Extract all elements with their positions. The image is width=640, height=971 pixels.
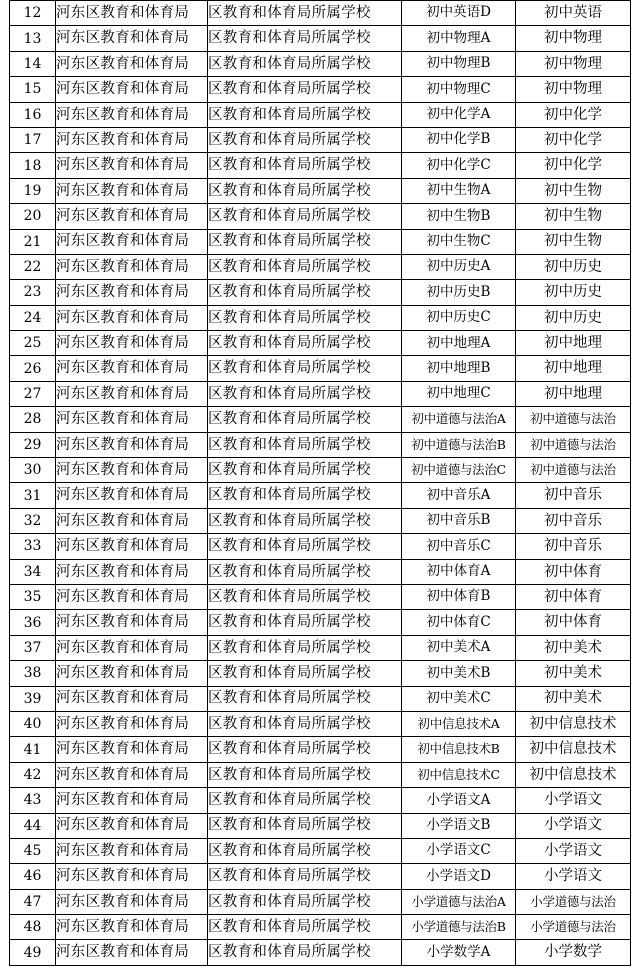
position-cell: 小学语文C	[402, 838, 516, 863]
department-cell: 河东区教育和体育局	[56, 686, 208, 711]
subject-cell: 初中道德与法治	[516, 458, 631, 483]
row-number-cell: 28	[10, 407, 56, 432]
unit-cell: 区教育和体育局所属学校	[208, 331, 402, 356]
unit-cell: 区教育和体育局所属学校	[208, 254, 402, 279]
row-number-cell: 26	[10, 356, 56, 381]
position-cell: 初中美术C	[402, 686, 516, 711]
department-cell: 河东区教育和体育局	[56, 864, 208, 889]
position-cell: 小学道德与法治B	[402, 915, 516, 940]
position-cell: 初中体育A	[402, 559, 516, 584]
table-row	[10, 534, 631, 559]
position-cell: 初中音乐A	[402, 483, 516, 508]
department-cell: 河东区教育和体育局	[56, 254, 208, 279]
table-row	[10, 635, 631, 660]
position-cell: 初中化学A	[402, 102, 516, 127]
subject-cell: 初中信息技术	[516, 762, 631, 787]
table-row	[10, 559, 631, 584]
department-cell: 河东区教育和体育局	[56, 788, 208, 813]
department-cell: 河东区教育和体育局	[56, 102, 208, 127]
row-number-cell: 42	[10, 762, 56, 787]
subject-cell: 初中地理	[516, 381, 631, 406]
unit-cell: 区教育和体育局所属学校	[208, 813, 402, 838]
unit-cell: 区教育和体育局所属学校	[208, 381, 402, 406]
unit-cell: 区教育和体育局所属学校	[208, 153, 402, 178]
department-cell: 河东区教育和体育局	[56, 534, 208, 559]
department-cell: 河东区教育和体育局	[56, 407, 208, 432]
position-cell: 小学数学A	[402, 940, 516, 965]
subject-cell: 初中历史	[516, 305, 631, 330]
subject-cell: 初中美术	[516, 661, 631, 686]
unit-cell: 区教育和体育局所属学校	[208, 610, 402, 635]
department-cell: 河东区教育和体育局	[56, 356, 208, 381]
unit-cell: 区教育和体育局所属学校	[208, 26, 402, 51]
table-row	[10, 584, 631, 609]
department-cell: 河东区教育和体育局	[56, 508, 208, 533]
unit-cell: 区教育和体育局所属学校	[208, 788, 402, 813]
unit-cell: 区教育和体育局所属学校	[208, 686, 402, 711]
position-cell: 初中地理A	[402, 331, 516, 356]
position-cell: 初中物理C	[402, 77, 516, 102]
table-row	[10, 686, 631, 711]
department-cell: 河东区教育和体育局	[56, 737, 208, 762]
table-row	[10, 127, 631, 152]
row-number-cell: 27	[10, 381, 56, 406]
subject-cell: 初中音乐	[516, 483, 631, 508]
table-row	[10, 458, 631, 483]
position-cell: 初中地理C	[402, 381, 516, 406]
table-body	[10, 1, 631, 966]
department-cell: 河东区教育和体育局	[56, 331, 208, 356]
position-cell: 小学语文B	[402, 813, 516, 838]
table-row	[10, 889, 631, 914]
unit-cell: 区教育和体育局所属学校	[208, 584, 402, 609]
row-number-cell: 47	[10, 889, 56, 914]
department-cell: 河东区教育和体育局	[56, 584, 208, 609]
row-number-cell: 15	[10, 77, 56, 102]
row-number-cell: 38	[10, 661, 56, 686]
unit-cell: 区教育和体育局所属学校	[208, 356, 402, 381]
table-row	[10, 51, 631, 76]
department-cell: 河东区教育和体育局	[56, 661, 208, 686]
table-row	[10, 254, 631, 279]
department-cell: 河东区教育和体育局	[56, 178, 208, 203]
row-number-cell: 13	[10, 26, 56, 51]
subject-cell: 小学语文	[516, 838, 631, 863]
subject-cell: 初中生物	[516, 178, 631, 203]
subject-cell: 小学语文	[516, 813, 631, 838]
row-number-cell: 23	[10, 280, 56, 305]
department-cell: 河东区教育和体育局	[56, 229, 208, 254]
position-cell: 初中道德与法治A	[402, 407, 516, 432]
unit-cell: 区教育和体育局所属学校	[208, 508, 402, 533]
unit-cell: 区教育和体育局所属学校	[208, 77, 402, 102]
table-row	[10, 407, 631, 432]
table-row	[10, 762, 631, 787]
table-row	[10, 508, 631, 533]
subject-cell: 初中道德与法治	[516, 407, 631, 432]
row-number-cell: 30	[10, 458, 56, 483]
department-cell: 河东区教育和体育局	[56, 889, 208, 914]
subject-cell: 初中物理	[516, 77, 631, 102]
unit-cell: 区教育和体育局所属学校	[208, 711, 402, 736]
position-cell: 初中体育C	[402, 610, 516, 635]
unit-cell: 区教育和体育局所属学校	[208, 559, 402, 584]
department-cell: 河东区教育和体育局	[56, 127, 208, 152]
subject-cell: 初中体育	[516, 610, 631, 635]
position-cell: 初中物理B	[402, 51, 516, 76]
subject-cell: 初中体育	[516, 584, 631, 609]
department-cell: 河东区教育和体育局	[56, 838, 208, 863]
unit-cell: 区教育和体育局所属学校	[208, 407, 402, 432]
unit-cell: 区教育和体育局所属学校	[208, 432, 402, 457]
subject-cell: 初中地理	[516, 356, 631, 381]
subject-cell: 小学道德与法治	[516, 915, 631, 940]
table-row	[10, 432, 631, 457]
subject-cell: 小学语文	[516, 864, 631, 889]
table-row	[10, 661, 631, 686]
row-number-cell: 16	[10, 102, 56, 127]
department-cell: 河东区教育和体育局	[56, 153, 208, 178]
subject-cell: 小学数学	[516, 940, 631, 965]
table-row	[10, 204, 631, 229]
table-row	[10, 381, 631, 406]
table-row	[10, 1, 631, 26]
department-cell: 河东区教育和体育局	[56, 1, 208, 26]
position-cell: 初中化学C	[402, 153, 516, 178]
unit-cell: 区教育和体育局所属学校	[208, 178, 402, 203]
department-cell: 河东区教育和体育局	[56, 483, 208, 508]
position-cell: 初中信息技术C	[402, 762, 516, 787]
position-cell: 初中信息技术A	[402, 711, 516, 736]
table-row	[10, 102, 631, 127]
unit-cell: 区教育和体育局所属学校	[208, 305, 402, 330]
unit-cell: 区教育和体育局所属学校	[208, 889, 402, 914]
row-number-cell: 18	[10, 153, 56, 178]
department-cell: 河东区教育和体育局	[56, 381, 208, 406]
department-cell: 河东区教育和体育局	[56, 204, 208, 229]
row-number-cell: 36	[10, 610, 56, 635]
row-number-cell: 44	[10, 813, 56, 838]
unit-cell: 区教育和体育局所属学校	[208, 864, 402, 889]
row-number-cell: 39	[10, 686, 56, 711]
table-row	[10, 77, 631, 102]
row-number-cell: 17	[10, 127, 56, 152]
department-cell: 河东区教育和体育局	[56, 77, 208, 102]
position-cell: 初中历史C	[402, 305, 516, 330]
subject-cell: 初中物理	[516, 51, 631, 76]
position-cell: 初中历史A	[402, 254, 516, 279]
row-number-cell: 37	[10, 635, 56, 660]
row-number-cell: 29	[10, 432, 56, 457]
row-number-cell: 25	[10, 331, 56, 356]
table-row	[10, 229, 631, 254]
row-number-cell: 20	[10, 204, 56, 229]
unit-cell: 区教育和体育局所属学校	[208, 737, 402, 762]
position-cell: 初中道德与法治B	[402, 432, 516, 457]
position-cell: 初中信息技术B	[402, 737, 516, 762]
row-number-cell: 40	[10, 711, 56, 736]
department-cell: 河东区教育和体育局	[56, 51, 208, 76]
position-cell: 初中化学B	[402, 127, 516, 152]
subject-cell: 初中生物	[516, 204, 631, 229]
row-number-cell: 49	[10, 940, 56, 965]
position-cell: 初中音乐B	[402, 508, 516, 533]
row-number-cell: 46	[10, 864, 56, 889]
table-row	[10, 915, 631, 940]
table-row	[10, 940, 631, 965]
department-cell: 河东区教育和体育局	[56, 305, 208, 330]
unit-cell: 区教育和体育局所属学校	[208, 127, 402, 152]
subject-cell: 初中音乐	[516, 508, 631, 533]
subject-cell: 初中历史	[516, 254, 631, 279]
subject-cell: 初中化学	[516, 102, 631, 127]
unit-cell: 区教育和体育局所属学校	[208, 204, 402, 229]
row-number-cell: 43	[10, 788, 56, 813]
row-number-cell: 35	[10, 584, 56, 609]
unit-cell: 区教育和体育局所属学校	[208, 915, 402, 940]
table-row	[10, 864, 631, 889]
table-row	[10, 356, 631, 381]
subject-cell: 小学道德与法治	[516, 889, 631, 914]
recruitment-table	[9, 0, 631, 966]
table-row	[10, 178, 631, 203]
row-number-cell: 12	[10, 1, 56, 26]
subject-cell: 初中生物	[516, 229, 631, 254]
subject-cell: 初中英语	[516, 1, 631, 26]
position-cell: 初中音乐C	[402, 534, 516, 559]
table-row	[10, 483, 631, 508]
position-cell: 初中英语D	[402, 1, 516, 26]
department-cell: 河东区教育和体育局	[56, 458, 208, 483]
department-cell: 河东区教育和体育局	[56, 711, 208, 736]
table-row	[10, 813, 631, 838]
unit-cell: 区教育和体育局所属学校	[208, 635, 402, 660]
table-row	[10, 737, 631, 762]
row-number-cell: 34	[10, 559, 56, 584]
unit-cell: 区教育和体育局所属学校	[208, 102, 402, 127]
subject-cell: 初中化学	[516, 127, 631, 152]
unit-cell: 区教育和体育局所属学校	[208, 762, 402, 787]
department-cell: 河东区教育和体育局	[56, 610, 208, 635]
subject-cell: 初中体育	[516, 559, 631, 584]
department-cell: 河东区教育和体育局	[56, 940, 208, 965]
department-cell: 河东区教育和体育局	[56, 26, 208, 51]
table-row	[10, 280, 631, 305]
unit-cell: 区教育和体育局所属学校	[208, 838, 402, 863]
row-number-cell: 45	[10, 838, 56, 863]
unit-cell: 区教育和体育局所属学校	[208, 1, 402, 26]
row-number-cell: 22	[10, 254, 56, 279]
department-cell: 河东区教育和体育局	[56, 280, 208, 305]
table-row	[10, 305, 631, 330]
subject-cell: 初中道德与法治	[516, 432, 631, 457]
subject-cell: 初中信息技术	[516, 737, 631, 762]
position-cell: 初中生物C	[402, 229, 516, 254]
unit-cell: 区教育和体育局所属学校	[208, 51, 402, 76]
table-row	[10, 153, 631, 178]
department-cell: 河东区教育和体育局	[56, 813, 208, 838]
table-row	[10, 331, 631, 356]
position-cell: 初中生物B	[402, 204, 516, 229]
unit-cell: 区教育和体育局所属学校	[208, 483, 402, 508]
row-number-cell: 14	[10, 51, 56, 76]
unit-cell: 区教育和体育局所属学校	[208, 661, 402, 686]
row-number-cell: 21	[10, 229, 56, 254]
subject-cell: 初中音乐	[516, 534, 631, 559]
table-row	[10, 838, 631, 863]
department-cell: 河东区教育和体育局	[56, 762, 208, 787]
table-row	[10, 610, 631, 635]
unit-cell: 区教育和体育局所属学校	[208, 229, 402, 254]
table-row	[10, 26, 631, 51]
subject-cell: 初中地理	[516, 331, 631, 356]
position-cell: 小学道德与法治A	[402, 889, 516, 914]
position-cell: 小学语文A	[402, 788, 516, 813]
row-number-cell: 32	[10, 508, 56, 533]
position-cell: 初中体育B	[402, 584, 516, 609]
row-number-cell: 24	[10, 305, 56, 330]
subject-cell: 初中信息技术	[516, 711, 631, 736]
row-number-cell: 33	[10, 534, 56, 559]
subject-cell: 初中美术	[516, 686, 631, 711]
department-cell: 河东区教育和体育局	[56, 915, 208, 940]
position-cell: 初中历史B	[402, 280, 516, 305]
position-cell: 小学语文D	[402, 864, 516, 889]
unit-cell: 区教育和体育局所属学校	[208, 940, 402, 965]
subject-cell: 小学语文	[516, 788, 631, 813]
row-number-cell: 31	[10, 483, 56, 508]
subject-cell: 初中化学	[516, 153, 631, 178]
row-number-cell: 41	[10, 737, 56, 762]
table-row	[10, 711, 631, 736]
department-cell: 河东区教育和体育局	[56, 635, 208, 660]
unit-cell: 区教育和体育局所属学校	[208, 458, 402, 483]
department-cell: 河东区教育和体育局	[56, 432, 208, 457]
position-cell: 初中美术B	[402, 661, 516, 686]
unit-cell: 区教育和体育局所属学校	[208, 280, 402, 305]
subject-cell: 初中物理	[516, 26, 631, 51]
position-cell: 初中物理A	[402, 26, 516, 51]
position-cell: 初中地理B	[402, 356, 516, 381]
row-number-cell: 19	[10, 178, 56, 203]
subject-cell: 初中美术	[516, 635, 631, 660]
position-cell: 初中道德与法治C	[402, 458, 516, 483]
row-number-cell: 48	[10, 915, 56, 940]
subject-cell: 初中历史	[516, 280, 631, 305]
department-cell: 河东区教育和体育局	[56, 559, 208, 584]
position-cell: 初中生物A	[402, 178, 516, 203]
position-cell: 初中美术A	[402, 635, 516, 660]
table-row	[10, 788, 631, 813]
unit-cell: 区教育和体育局所属学校	[208, 534, 402, 559]
